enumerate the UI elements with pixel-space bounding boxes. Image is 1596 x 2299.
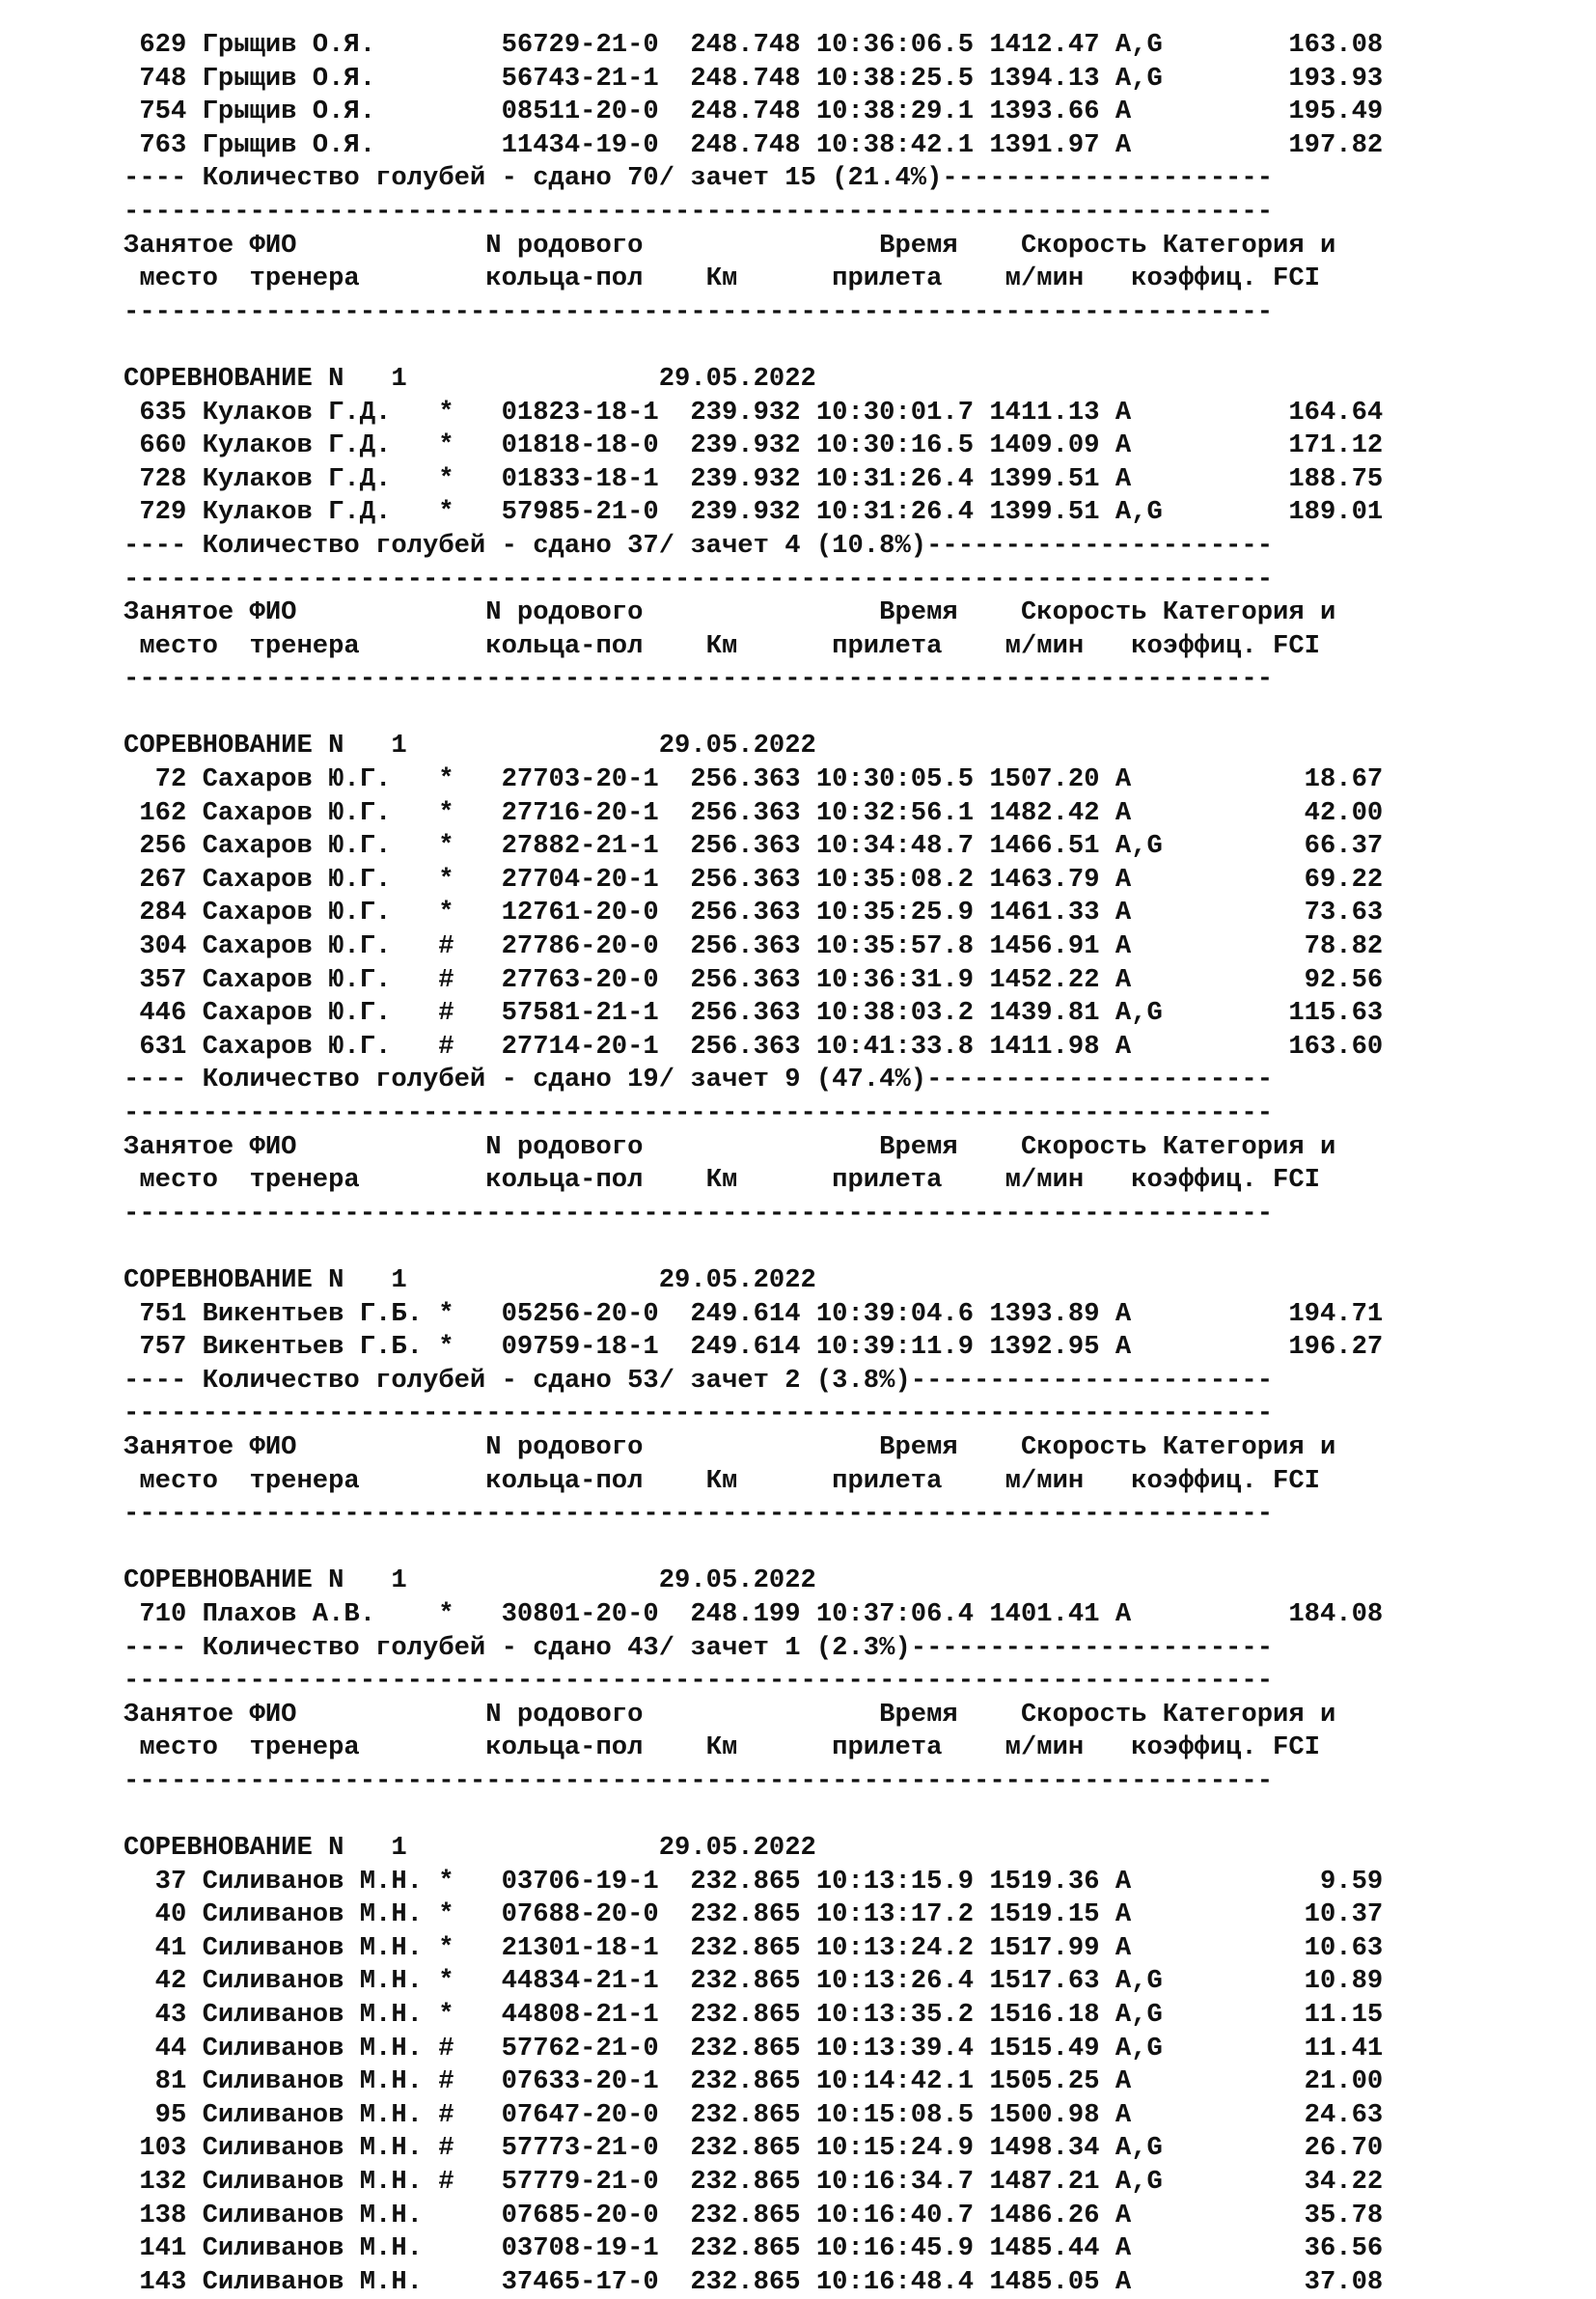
section-summary: ---- Количество голубей - сдано 53/ зачет 2 (3.8%)----------------------- — [124, 1365, 1274, 1396]
result-row: 162 Сахаров Ю.Г. * 27716-20-1 256.363 10:32:56.1 1482.42 A 42.00 — [124, 797, 1384, 828]
column-header: Занятое ФИО N родового Время Скорость Категория и — [124, 230, 1336, 261]
result-row: 446 Сахаров Ю.Г. # 57581-21-1 256.363 10:38:03.2 1439.81 A,G 115.63 — [124, 998, 1384, 1029]
section-summary: ---- Количество голубей - сдано 43/ зачет 1 (2.3%)----------------------- — [124, 1632, 1274, 1663]
result-row: 141 Силиванов М.Н. 03708-19-1 232.865 10:16:45.9 1485.44 A 36.56 — [124, 2233, 1384, 2264]
result-row: 81 Силиванов М.Н. # 07633-20-1 232.865 10:14:42.1 1505.25 A 21.00 — [124, 2066, 1384, 2097]
result-row: 284 Сахаров Ю.Г. * 12761-20-0 256.363 10:35:25.9 1461.33 A 73.63 — [124, 898, 1384, 928]
results-report — [124, 29, 1571, 2299]
spacer — [124, 1532, 1571, 1565]
column-header: место тренера кольца-пол Км прилета м/мин коэффиц. FCI — [124, 630, 1320, 661]
result-row: 37 Силиванов М.Н. * 03706-19-1 232.865 10:13:15.9 1519.36 A 9.59 — [124, 1866, 1384, 1897]
divider: ------------------------------------------------------------------------- — [124, 1765, 1274, 1796]
column-header: Занятое ФИО N родового Время Скорость Категория и — [124, 597, 1336, 628]
result-row: 304 Сахаров Ю.Г. # 27786-20-0 256.363 10:35:57.8 1456.91 A 78.82 — [124, 931, 1384, 962]
result-row: 41 Силиванов М.Н. * 21301-18-1 232.865 10:13:24.2 1517.99 A 10.63 — [124, 1932, 1384, 1963]
result-row: 72 Сахаров Ю.Г. * 27703-20-1 256.363 10:30:05.5 1507.20 A 18.67 — [124, 764, 1384, 795]
result-row: 40 Силиванов М.Н. * 07688-20-0 232.865 10:13:17.2 1519.15 A 10.37 — [124, 1899, 1384, 1930]
column-header: место тренера кольца-пол Км прилета м/мин коэффиц. FCI — [124, 1165, 1320, 1196]
result-row: 629 Грыщив О.Я. 56729-21-0 248.748 10:36:06.5 1412.47 A,G 163.08 — [124, 30, 1384, 60]
result-row: 132 Силиванов М.Н. # 57779-21-0 232.865 10:16:34.7 1487.21 A,G 34.22 — [124, 2167, 1384, 2197]
result-row: 729 Кулаков Г.Д. * 57985-21-0 239.932 10:31:26.4 1399.51 A,G 189.01 — [124, 497, 1384, 528]
result-row: 728 Кулаков Г.Д. * 01833-18-1 239.932 10:31:26.4 1399.51 A 188.75 — [124, 463, 1384, 494]
divider: ------------------------------------------------------------------------- — [124, 196, 1274, 227]
section-summary: ---- Количество голубей - сдано 37/ зачет 4 (10.8%)---------------------- — [124, 530, 1274, 561]
competition-header: СОРЕВНОВАНИЕ N 1 29.05.2022 — [124, 1833, 816, 1864]
divider: ------------------------------------------------------------------------- — [124, 1666, 1274, 1697]
spacer — [124, 697, 1571, 731]
competition-header: СОРЕВНОВАНИЕ N 1 29.05.2022 — [124, 1565, 816, 1596]
spacer — [124, 1798, 1571, 1832]
result-row: 660 Кулаков Г.Д. * 01818-18-0 239.932 10:30:16.5 1409.09 A 171.12 — [124, 430, 1384, 461]
result-row: 95 Силиванов М.Н. # 07647-20-0 232.865 10:15:08.5 1500.98 A 24.63 — [124, 2099, 1384, 2130]
divider: ------------------------------------------------------------------------- — [124, 564, 1274, 595]
section-summary: ---- Количество голубей - сдано 70/ зачет 15 (21.4%)--------------------- — [124, 163, 1274, 194]
result-row: 763 Грыщив О.Я. 11434-19-0 248.748 10:38:42.1 1391.97 A 197.82 — [124, 129, 1384, 160]
competition-header: СОРЕВНОВАНИЕ N 1 29.05.2022 — [124, 1264, 816, 1295]
result-row: 103 Силиванов М.Н. # 57773-21-0 232.865 10:15:24.9 1498.34 A,G 26.70 — [124, 2133, 1384, 2164]
competition-header: СОРЕВНОВАНИЕ N 1 29.05.2022 — [124, 363, 816, 394]
result-row: 42 Силиванов М.Н. * 44834-21-1 232.865 10:13:26.4 1517.63 A,G 10.89 — [124, 1966, 1384, 1997]
column-header: Занятое ФИО N родового Время Скорость Категория и — [124, 1431, 1336, 1462]
result-row: 631 Сахаров Ю.Г. # 27714-20-1 256.363 10:41:33.8 1411.98 A 163.60 — [124, 1031, 1384, 1062]
result-row: 138 Силиванов М.Н. 07685-20-0 232.865 10:16:40.7 1486.26 A 35.78 — [124, 2200, 1384, 2230]
result-row: 748 Грыщив О.Я. 56743-21-1 248.748 10:38:25.5 1394.13 A,G 193.93 — [124, 63, 1384, 94]
spacer — [124, 329, 1571, 363]
divider: ------------------------------------------------------------------------- — [124, 296, 1274, 327]
column-header: Занятое ФИО N родового Время Скорость Категория и — [124, 1699, 1336, 1730]
result-row: 751 Викентьев Г.Б. * 05256-20-0 249.614 10:39:04.6 1393.89 A 194.71 — [124, 1298, 1384, 1329]
divider: ------------------------------------------------------------------------- — [124, 1499, 1274, 1530]
result-row: 710 Плахов А.В. * 30801-20-0 248.199 10:37:06.4 1401.41 A 184.08 — [124, 1598, 1384, 1629]
result-row: 757 Викентьев Г.Б. * 09759-18-1 249.614 10:39:11.9 1392.95 A 196.27 — [124, 1332, 1384, 1363]
divider: ------------------------------------------------------------------------- — [124, 1198, 1274, 1229]
result-row: 267 Сахаров Ю.Г. * 27704-20-1 256.363 10:35:08.2 1463.79 A 69.22 — [124, 864, 1384, 895]
result-row: 44 Силиванов М.Н. # 57762-21-0 232.865 10:13:39.4 1515.49 A,G 11.41 — [124, 2033, 1384, 2064]
spacer — [124, 1231, 1571, 1264]
column-header: место тренера кольца-пол Км прилета м/мин коэффиц. FCI — [124, 263, 1320, 294]
divider: ------------------------------------------------------------------------- — [124, 664, 1274, 695]
divider: ------------------------------------------------------------------------- — [124, 1098, 1274, 1128]
divider: ------------------------------------------------------------------------- — [124, 1399, 1274, 1429]
competition-header: СОРЕВНОВАНИЕ N 1 29.05.2022 — [124, 731, 816, 762]
result-row: 754 Грыщив О.Я. 08511-20-0 248.748 10:38:29.1 1393.66 A 195.49 — [124, 97, 1384, 127]
result-row: 357 Сахаров Ю.Г. # 27763-20-0 256.363 10:36:31.9 1452.22 A 92.56 — [124, 964, 1384, 995]
column-header: место тренера кольца-пол Км прилета м/мин коэффиц. FCI — [124, 1465, 1320, 1496]
result-row: 143 Силиванов М.Н. 37465-17-0 232.865 10:16:48.4 1485.05 A 37.08 — [124, 2266, 1384, 2297]
result-row: 635 Кулаков Г.Д. * 01823-18-1 239.932 10:30:01.7 1411.13 A 164.64 — [124, 397, 1384, 428]
result-row: 256 Сахаров Ю.Г. * 27882-21-1 256.363 10:34:48.7 1466.51 A,G 66.37 — [124, 831, 1384, 862]
result-row: 43 Силиванов М.Н. * 44808-21-1 232.865 10:13:35.2 1516.18 A,G 11.15 — [124, 2000, 1384, 2031]
column-header: Занятое ФИО N родового Время Скорость Категория и — [124, 1131, 1336, 1162]
column-header: место тренера кольца-пол Км прилета м/мин коэффиц. FCI — [124, 1732, 1320, 1763]
section-summary: ---- Количество голубей - сдано 19/ зачет 9 (47.4%)---------------------- — [124, 1065, 1274, 1095]
